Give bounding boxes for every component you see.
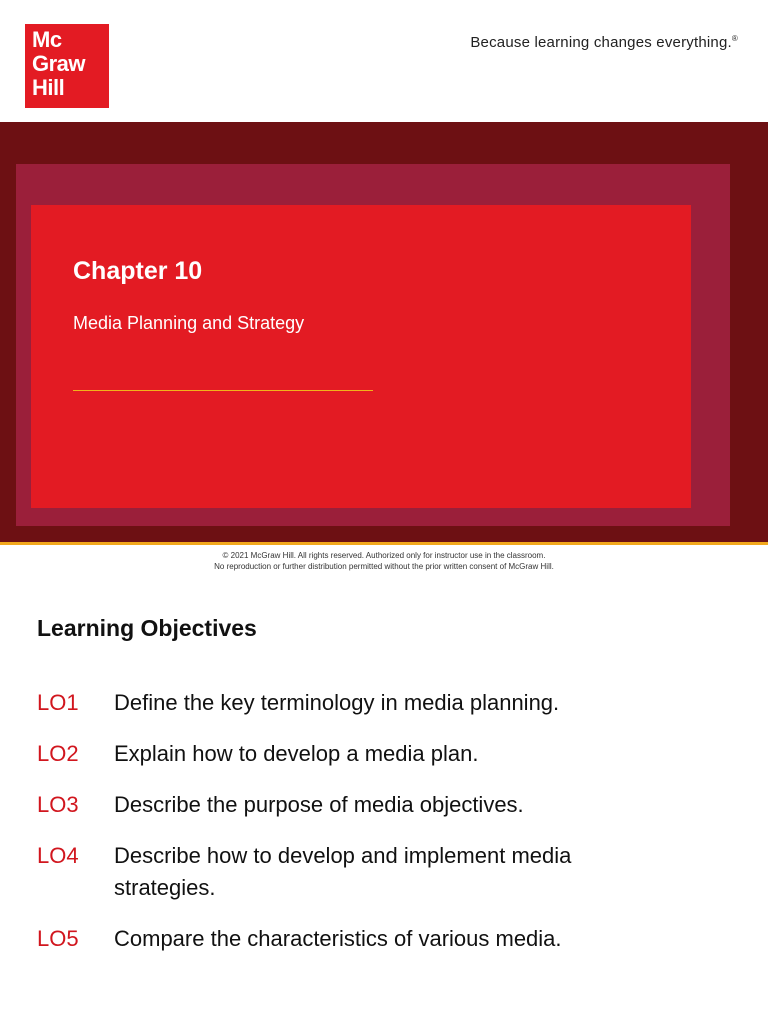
objective-code: LO1 [37, 690, 79, 715]
objective-text: Describe the purpose of media objectives. [114, 792, 524, 817]
copyright-line: © 2021 McGraw Hill. All rights reserved. Authorized only for instructor use in the classroom. [222, 551, 546, 560]
registered-mark: ® [731, 34, 738, 43]
title-banner [0, 122, 768, 542]
mcgraw-hill-logo [25, 24, 109, 108]
objective-item [37, 687, 717, 719]
copyright-line: No reproduction or further distribution permitted without the prior written consent of McGraw Hill. [214, 562, 554, 571]
objective-item [37, 923, 717, 955]
objective-text: Define the key terminology in media planning. [114, 690, 560, 715]
logo-text-line: Mc [32, 27, 62, 52]
logo-text-line: Hill [32, 75, 65, 100]
objective-text: Compare the characteristics of various media. [114, 926, 562, 951]
tagline [470, 34, 738, 51]
learning-objectives-list [37, 687, 717, 974]
chapter-subtitle: Media Planning and Strategy [73, 313, 305, 333]
banner-panel [31, 205, 691, 508]
objective-code: LO5 [37, 926, 79, 951]
title-divider [73, 390, 373, 391]
tagline-text: Because learning changes everything. [470, 34, 732, 51]
learning-objectives-heading: Learning Objectives [37, 615, 257, 641]
objective-text: Explain how to develop a media plan. [114, 741, 479, 766]
objective-code: LO2 [37, 741, 79, 766]
objective-text: Describe how to develop and implement media strategies. [114, 843, 572, 900]
objective-item [37, 840, 717, 904]
chapter-title: Chapter 10 [73, 257, 203, 285]
objective-item [37, 738, 717, 770]
objective-item [37, 789, 717, 821]
banner-frame [16, 164, 730, 526]
logo-text-line: Graw [32, 51, 86, 76]
gold-divider-band [0, 542, 768, 545]
objective-code: LO4 [37, 843, 79, 868]
objective-code: LO3 [37, 792, 79, 817]
copyright-notice [0, 550, 768, 572]
